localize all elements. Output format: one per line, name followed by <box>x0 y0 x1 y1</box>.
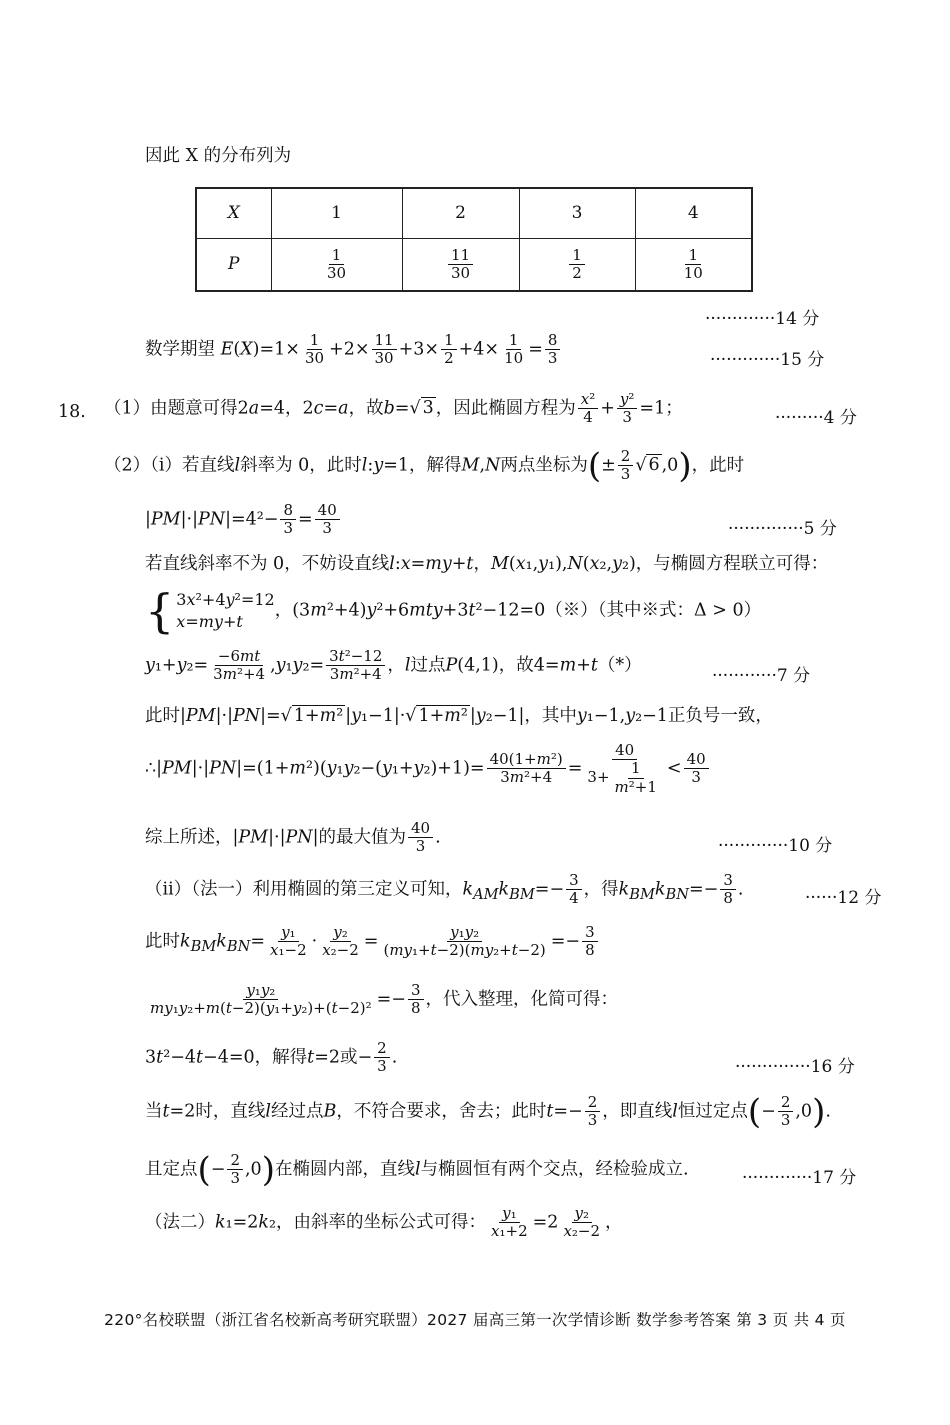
table-row <box>196 188 752 238</box>
table-cell: 3 <box>519 188 635 238</box>
table-cell: $\frac{1}{2}$ <box>519 238 635 291</box>
score-7: ············7 分 <box>712 666 811 686</box>
question-number: 18. <box>58 402 86 422</box>
distribution-table <box>195 187 753 292</box>
table-cell: 1 <box>271 188 402 238</box>
system-line: { 3x²+4y²=12 x=my+t ，(3m²+4)y²+6mty+3t²−12=0（※）（其中※式：Δ > 0） <box>145 584 762 638</box>
nonzero-slope-line: 若直线斜率不为 0，不妨设直线l:x=my+t，M(x₁,y₁),N(x₂,y₂)，与椭圆方程联立可得： <box>145 554 829 574</box>
table-cell: $\frac{11}{30}$ <box>402 238 519 291</box>
part-ii-line: （ⅱ）（法一）利用椭圆的第三定义可知，$k_{AM}k_{BM}=-$ $\frac{3}{4}$ ，得$k_{BM}k_{BN}=-$ $\frac{3}{8}$ . <box>145 871 744 908</box>
score-16: ··············16 分 <box>735 1057 855 1077</box>
score-14: ·············14 分 <box>705 309 820 329</box>
table-cell: $\frac{1}{30}$ <box>271 238 402 291</box>
summary-line: 综上所述，|PM|·|PN|的最大值为 $\frac{40}{3}$ . <box>145 819 441 856</box>
table-cell: 2 <box>402 188 519 238</box>
score-15: ·············15 分 <box>710 350 825 370</box>
page-footer: 220°名校联盟（浙江省名校新高考研究联盟）2027 届高三第一次学情诊断 数学参考答案 第 3 页 共 4 页 <box>104 1311 846 1329</box>
therefore-line: ∴|PM|·|PN|=(1+m²)(y₁y₂−(y₁+y₂)+1)= $\frac{\text{40(1+m²)}}{\text{3m²+4}}$ = 40 3+ $\frac{1}{\text{m²+1}}$ < $\frac{40}{3}$ <box>145 742 711 796</box>
method2-line: （法二）k₁=2k₂，由斜率的坐标公式可得： $\frac{\text{y₁}}{\text{x₁+2}}$ =2 $\frac{\text{y₂}}{\text{x₂−2}}$ ， <box>145 1204 623 1241</box>
table-row <box>196 238 752 291</box>
slope-product-line: 此时$k_{BM}k_{BN}=$ $\frac{\text{y₁}}{\text{x₁−2}}$ · $\frac{\text{y₂}}{\text{x₂−2}}$ = $\frac{\text{y₁y₂}}{\text{(my₁+t−2)(my₂+t−2)}}$ =− $\frac{3}{8}$ <box>145 924 600 960</box>
product-line: 此时|PM|·|PN|=√ 1+m² |y₁−1|·√ 1+m² |y₂−1|，其中y₁−1,y₂−1正负号一致， <box>145 706 773 726</box>
table-cell: $\frac{1}{10}$ <box>635 238 752 291</box>
score-12: ······12 分 <box>805 888 882 908</box>
table-header-x: X <box>196 188 271 238</box>
pm-pn-line: |PM|·|PN|=4²− $\frac{8}{3}$ = $\frac{40}{3}$ <box>145 502 342 538</box>
expanded-line: $\frac{\text{y₁y₂}}{\text{my₁y₂+m(t−2)(y₁+y₂)+(t−2)²}}$ =− $\frac{3}{8}$ ，代入整理，化简可得： <box>150 981 618 1018</box>
score-17: ·············17 分 <box>742 1168 857 1188</box>
expectation-line: 数学期望 E(X)=1× $\frac{1}{30}$ +2× $\frac{11}{30}$ +3× $\frac{1}{2}$ +4× $\frac{1}{10}$ = $\frac{8}{3}$ <box>145 332 562 368</box>
intro-text: 因此 X 的分布列为 <box>145 146 292 166</box>
score-10: ·············10 分 <box>718 836 833 856</box>
quadratic-line: 3t²−4t−4=0，解得t=2或− $\frac{2}{3}$ . <box>145 1039 398 1076</box>
q18-part2: （2）（ⅰ）若直线l斜率为 0，此时l:y=1，解得M,N两点坐标为(± $\frac{2}{3}$ √ 6 ,0)，此时 <box>104 445 745 486</box>
inside-line: 且定点(− $\frac{2}{3}$ ,0)在椭圆内部，直线l与椭圆恒有两个交点，经检验成立. <box>145 1149 689 1190</box>
table-header-p: P <box>196 238 271 291</box>
when-t2-line: 当t=2时，直线l经过点B，不符合要求，舍去；此时t=− $\frac{2}{3}$ ，即直线l恒过定点(− $\frac{2}{3}$ ,0). <box>145 1091 831 1132</box>
score-4: ·········4 分 <box>775 408 857 428</box>
q18-part1: （1）由题意可得2a=4，2c=a，故b=√ 3 ，因此椭圆方程为 $\frac{\text{x²}}{4}$ + $\frac{\text{y²}}{3}$ =1； <box>104 390 683 427</box>
score-5: ··············5 分 <box>728 519 837 539</box>
table-cell: 4 <box>635 188 752 238</box>
vieta-line: y₁+y₂= $\frac{-6mt}{\text{3m²+4}}$ ,y₁y₂= $\frac{\text{3t²−12}}{\text{3m²+4}}$ ，l过点P(4,1)，故4=m+t（*） <box>145 647 642 684</box>
